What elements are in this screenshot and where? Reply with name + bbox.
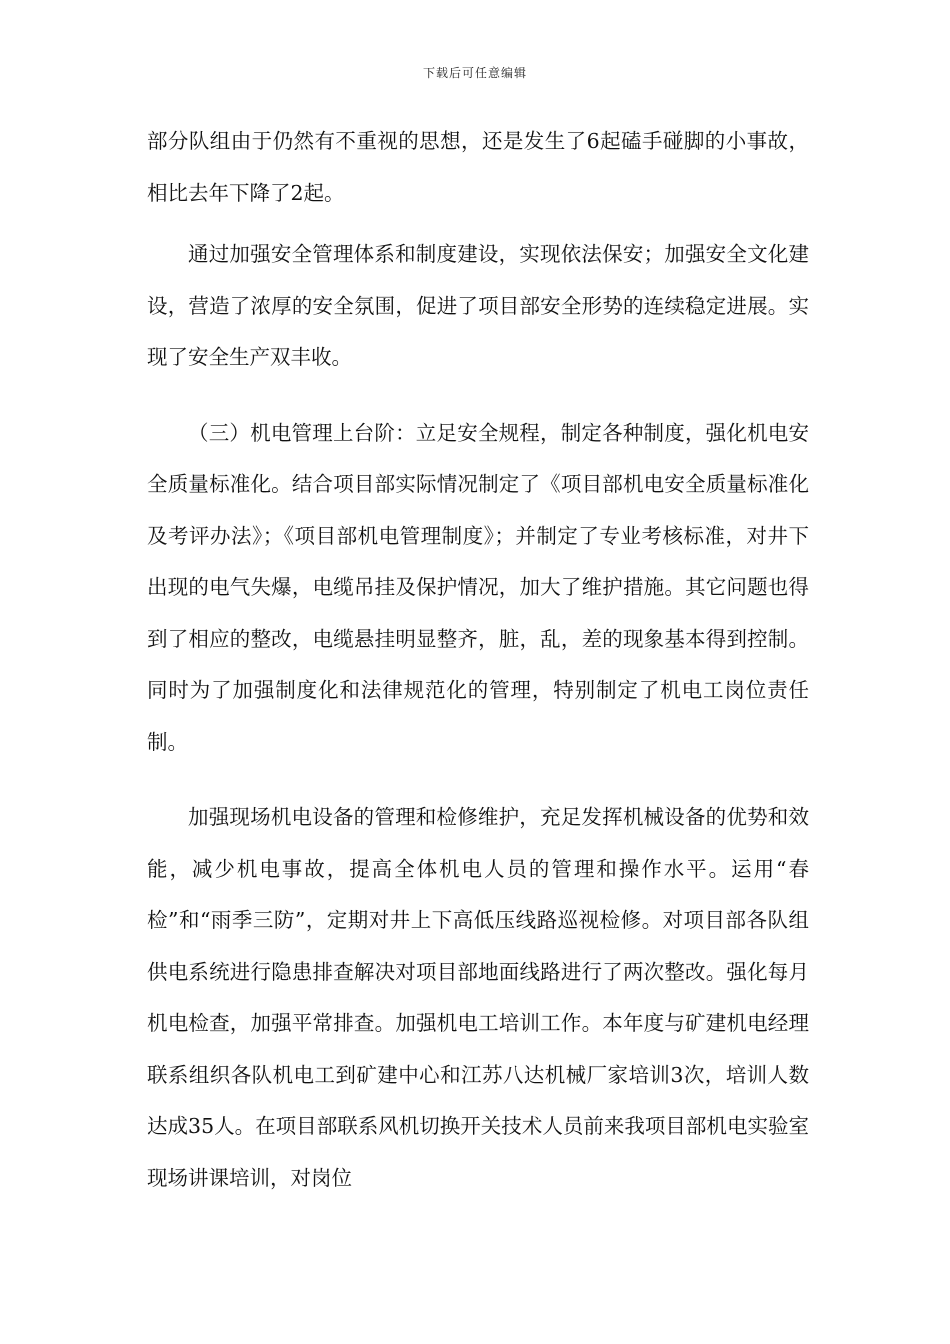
paragraph-4: 加强现场机电设备的管理和检修维护，充足发挥机械设备的优势和效能，减少机电事故，提高全体机电人员的管理和操作水平。运用“春检”和“雨季三防”，定期对井上下高低压线路巡视检修。对项目部各队组供电系统进行隐患排查解决对项目部地面线路进行了两次整改。强化每月机电检查，加强平常排查。加强机电工培训工作。本年度与矿建机电经理联系组织各队机电工到矿建中心和江苏八达机械厂家培训3次，培训人数达成35人。在项目部联系风机切换开关技术人员前来我项目部机电实验室现场讲课培训，对岗位 <box>147 805 809 1190</box>
paragraph-2: 通过加强安全管理体系和制度建设，实现依法保安；加强安全文化建设，营造了浓厚的安全氛围，促进了项目部安全形势的连续稳定进展。实现了安全生产双丰收。 <box>147 242 809 369</box>
document-body <box>147 116 809 1204</box>
page-header: 下载后可任意编辑 <box>422 66 527 80</box>
paragraph-1: 部分队组由于仍然有不重视的思想，还是发生了6起磕手碰脚的小事故，相比去年下降了2起。 <box>147 129 809 205</box>
paragraph-3: （三）机电管理上台阶：立足安全规程，制定各种制度，强化机电安全质量标准化。结合项目部实际情况制定了《项目部机电安全质量标准化及考评办法》；《项目部机电管理制度》；并制定了专业考核标准，对井下出现的电气失爆，电缆吊挂及保护情况，加大了维护措施。其它问题也得到了相应的整改，电缆悬挂明显整齐，脏，乱，差的现象基本得到控制。同时为了加强制度化和法律规范化的管理，特别制定了机电工岗位责任制。 <box>147 420 809 754</box>
